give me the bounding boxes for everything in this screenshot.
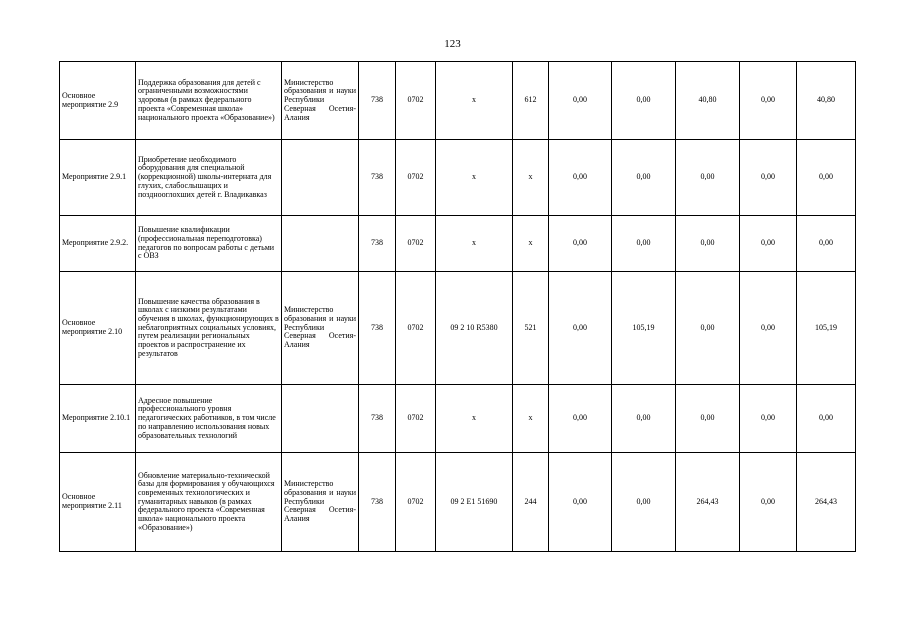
- executor-cell: [282, 216, 359, 272]
- expense-type-cell: х: [513, 140, 549, 216]
- target-article-cell: 09 2 Е1 51690: [436, 453, 513, 552]
- value-cell-3: 40,80: [676, 62, 740, 140]
- value-cell-4: 0,00: [740, 62, 797, 140]
- executor-cell: Министерство образования и науки Республики Северная Осетия-Алания: [282, 62, 359, 140]
- value-cell-2: 0,00: [612, 140, 676, 216]
- value-cell-4: 0,00: [740, 216, 797, 272]
- value-cell-4: 0,00: [740, 385, 797, 453]
- value-cell-1: 0,00: [549, 62, 612, 140]
- value-cell-1: 0,00: [549, 140, 612, 216]
- section-code-cell: 0702: [396, 216, 436, 272]
- target-article-cell: х: [436, 216, 513, 272]
- executor-cell: [282, 140, 359, 216]
- value-cell-5: 105,19: [797, 272, 856, 385]
- grbs-code-cell: 738: [359, 140, 396, 216]
- page-number: 123: [444, 38, 461, 50]
- table-row: [60, 216, 856, 272]
- expense-type-cell: х: [513, 385, 549, 453]
- section-code-cell: 0702: [396, 62, 436, 140]
- event-name-cell: Основное мероприятие 2.10: [60, 272, 136, 385]
- value-cell-1: 0,00: [549, 385, 612, 453]
- section-code-cell: 0702: [396, 385, 436, 453]
- expense-type-cell: 521: [513, 272, 549, 385]
- grbs-code-cell: 738: [359, 272, 396, 385]
- value-cell-3: 0,00: [676, 385, 740, 453]
- grbs-code-cell: 738: [359, 216, 396, 272]
- value-cell-1: 0,00: [549, 453, 612, 552]
- value-cell-3: 0,00: [676, 216, 740, 272]
- expense-type-cell: 612: [513, 62, 549, 140]
- table-row: [60, 272, 856, 385]
- value-cell-4: 0,00: [740, 140, 797, 216]
- value-cell-5: 40,80: [797, 62, 856, 140]
- table-row: [60, 62, 856, 140]
- section-code-cell: 0702: [396, 272, 436, 385]
- event-name-cell: Мероприятие 2.9.2.: [60, 216, 136, 272]
- target-article-cell: х: [436, 62, 513, 140]
- event-description-cell: Обновление материально-технической базы для формирования у обучающихся современных технологических и гуманитарных навыков (в рамках федерального проекта «Современная школа» национального проекта «Образование»): [136, 453, 282, 552]
- grbs-code-cell: 738: [359, 62, 396, 140]
- value-cell-2: 105,19: [612, 272, 676, 385]
- value-cell-4: 0,00: [740, 272, 797, 385]
- value-cell-1: 0,00: [549, 216, 612, 272]
- event-name-cell: Основное мероприятие 2.9: [60, 62, 136, 140]
- value-cell-2: 0,00: [612, 453, 676, 552]
- grbs-code-cell: 738: [359, 385, 396, 453]
- target-article-cell: х: [436, 140, 513, 216]
- value-cell-3: 0,00: [676, 140, 740, 216]
- section-code-cell: 0702: [396, 140, 436, 216]
- value-cell-5: 0,00: [797, 140, 856, 216]
- event-description-cell: Поддержка образования для детей с ограниченными возможностями здоровья (в рамках федерального проекта «Современная школа» национального проекта «Образование»): [136, 62, 282, 140]
- grbs-code-cell: 738: [359, 453, 396, 552]
- event-description-cell: Адресное повышение профессионального уровня педагогических работников, в том числе по направлению использования новых образовательных технологий: [136, 385, 282, 453]
- table-row: [60, 140, 856, 216]
- value-cell-3: 264,43: [676, 453, 740, 552]
- event-description-cell: Приобретение необходимого оборудования для специальной (коррекционной) школы-интерната для глухих, слабослышащих и позднооглохших детей г. Владикавказ: [136, 140, 282, 216]
- value-cell-1: 0,00: [549, 272, 612, 385]
- event-name-cell: Основное мероприятие 2.11: [60, 453, 136, 552]
- target-article-cell: 09 2 10 R5380: [436, 272, 513, 385]
- event-description-cell: Повышение качества образования в школах с низкими результатами обучения в школах, функционирующих в неблагоприятных социальных условиях, путем реализации региональных проектов и распространение их результатов: [136, 272, 282, 385]
- value-cell-4: 0,00: [740, 453, 797, 552]
- value-cell-5: 264,43: [797, 453, 856, 552]
- value-cell-2: 0,00: [612, 216, 676, 272]
- table-row: [60, 453, 856, 552]
- value-cell-5: 0,00: [797, 216, 856, 272]
- event-name-cell: Мероприятие 2.10.1: [60, 385, 136, 453]
- expense-type-cell: 244: [513, 453, 549, 552]
- executor-cell: [282, 385, 359, 453]
- value-cell-3: 0,00: [676, 272, 740, 385]
- event-description-cell: Повышение квалификации (профессиональная переподготовка) педагогов по вопросам работы с детьми с ОВЗ: [136, 216, 282, 272]
- value-cell-2: 0,00: [612, 385, 676, 453]
- value-cell-2: 0,00: [612, 62, 676, 140]
- section-code-cell: 0702: [396, 453, 436, 552]
- expense-type-cell: х: [513, 216, 549, 272]
- budget-table: [59, 61, 856, 552]
- executor-cell: Министерство образования и науки Республики Северная Осетия-Алания: [282, 453, 359, 552]
- executor-cell: Министерство образования и науки Республики Северная Осетия-Алания: [282, 272, 359, 385]
- table-row: [60, 385, 856, 453]
- event-name-cell: Мероприятие 2.9.1: [60, 140, 136, 216]
- target-article-cell: х: [436, 385, 513, 453]
- value-cell-5: 0,00: [797, 385, 856, 453]
